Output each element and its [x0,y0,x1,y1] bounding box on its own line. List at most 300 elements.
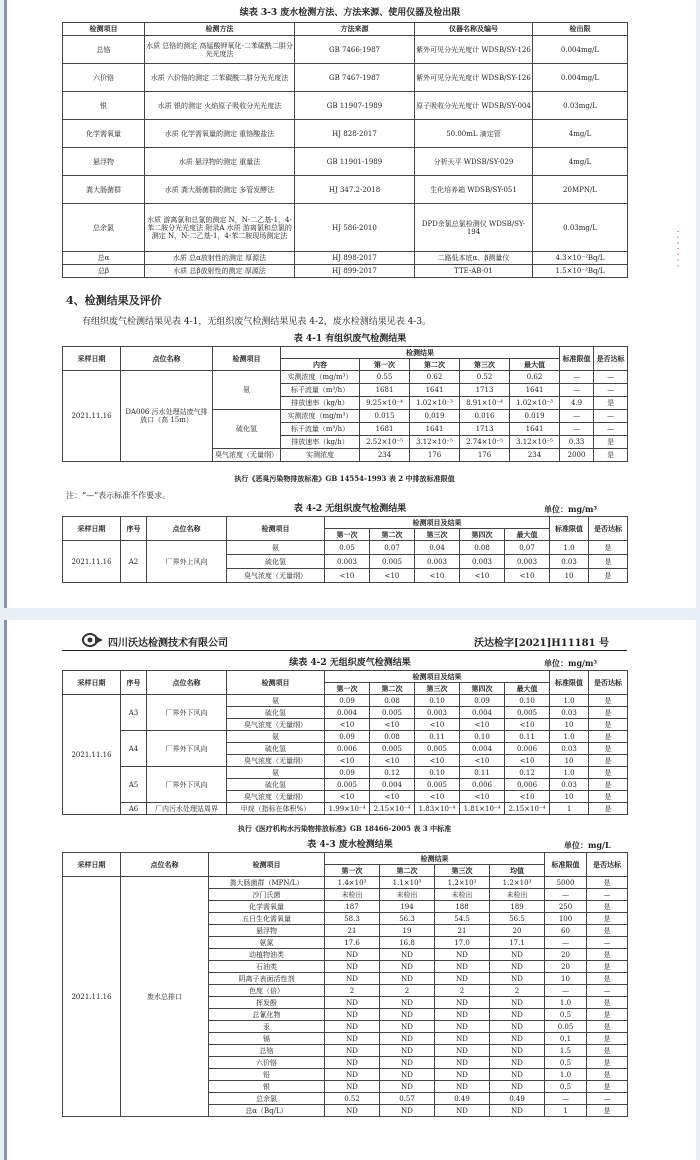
site-name: DA006 污水处理站废气排放口（高 15m） [121,371,213,462]
table-cell: 是 [587,1045,628,1057]
table-4-3 [62,852,628,1117]
table-cell: — [560,410,594,423]
table-cell: 0.57 [380,1093,435,1105]
table-cell: 0.08 [370,731,415,743]
table-cell: 是 [587,949,628,961]
table-cell: 1.0 [550,695,589,707]
table-cell: 悬浮物 [63,148,145,176]
table-cell: 21 [435,925,490,937]
page-edge [4,620,7,1160]
col-item: 检测项目 [227,517,325,541]
sub-3: 第三次 [460,359,510,371]
table-cell: 氨 [227,541,325,555]
table-cell: 是 [587,877,628,889]
table-cell: 是 [587,1057,628,1069]
table-cell: 20 [545,949,587,961]
table-cell: 悬浮物 [209,925,325,937]
table-cell: ND [435,1069,490,1081]
table-cell: 0.004 [325,707,370,719]
table-cell: ND [325,997,380,1009]
table-cell: ND [435,1081,490,1093]
table-cell: 0.03 [550,707,589,719]
table-cell: 硫化氢 [227,555,325,569]
table-cell: 0.005 [325,779,370,791]
table-cell: 17.6 [325,937,380,949]
table-cell: 是 [594,449,628,462]
table-cell: <10 [460,569,505,583]
table-cell: <10 [505,791,550,803]
table-cell: 0.52 [325,1093,380,1105]
table-cell: GB 11901-1989 [295,148,415,176]
point-number: A6 [121,803,147,815]
table-cell: 0.09 [460,695,505,707]
sub-header-cell: 第四次 [460,529,505,541]
table-cell: 0.05 [325,541,370,555]
site-name: 厂界外下风向 [147,731,227,767]
sub-header-cell: 均值 [490,865,545,877]
table-cell: 234 [360,449,410,462]
table-cell: <10 [505,719,550,731]
sub-header-cell: 第一次 [325,683,370,695]
table-cell: 1.1×10³ [380,877,435,889]
section-4-intro: 有组织废气检测结果见表 4-1，无组织废气检测结果见表 4-2，废水检测结果见表 4-3。 [82,317,432,327]
table-4-2c-unit: 单位：mg/m³ [544,658,597,668]
table-cell: 水质 游离氯和总氯的测定 N，N-二乙基-1，4-苯二胺分光光度法 附录A 水质 游离氯和总氯的测定 N，N-二乙基-1，4-苯二胺现场测定法 [145,204,295,252]
table-cell: ND [435,961,490,973]
table-cell: 六价铬 [63,64,145,92]
sub-header-cell: 最大值 [505,683,550,695]
sub-header-cell: 第三次 [415,529,460,541]
table-cell: 0.62 [410,371,460,384]
table-cell: ND [380,1045,435,1057]
table-cell: 0.019 [510,410,560,423]
col-pass: 是否达标 [589,517,628,541]
table-cell: 实测浓度（mg/m³） [281,371,360,384]
table-cell: 五日生化需氧量 [209,913,325,925]
table-cell: 2 [325,985,380,997]
table-cell: GB 11907-1989 [295,92,415,120]
table-cell: GB 7466-1987 [295,36,415,64]
table-cell: 1.81×10⁻⁴ [460,803,505,815]
table-cell: 0.10 [415,767,460,779]
table-cell: 3.12×10⁻⁵ [510,436,560,449]
sub-header-cell: 第一次 [325,865,380,877]
table-cell: ND [325,961,380,973]
report-page-2 [4,620,696,1160]
table-cell: — [545,1093,587,1105]
table-cell: 1.0 [550,767,589,779]
table-cell: 总铬 [63,36,145,64]
sub-max: 最大值 [510,359,560,371]
table-cell: 0.005 [370,743,415,755]
table-cell: <10 [460,791,505,803]
col-site: 点位名称 [147,517,227,541]
point-number: A2 [121,541,147,583]
table-cell: 总余氯 [63,204,145,252]
table-row [63,371,628,384]
company-name: 四川沃达检测技术有限公司 [108,638,228,649]
table-cell: <10 [325,569,370,583]
table-cell: ND [380,1021,435,1033]
table-cell: <10 [370,719,415,731]
col-limit: 标准限值 [560,347,594,371]
table-cell: 20 [545,961,587,973]
site-name: 厂界外下风向 [147,695,227,731]
table-cell: 水质 总β放射性的测定 厚源法 [145,265,295,278]
report-number: 沃达检字[2021]H11181 号 [474,638,610,649]
table-cell: HJ 898-2017 [295,252,415,265]
table-cell: 10 [550,791,589,803]
table-cell: 0.10 [505,695,550,707]
table-cell: 1681 [360,384,410,397]
table-cell: 2000 [560,449,594,462]
table-4-1 [62,346,628,462]
table-row [63,204,628,252]
table-cell: 0.006 [460,779,505,791]
table-cell: 实测浓度（mg/m³） [281,410,360,423]
table-cell: 是 [589,779,628,791]
sub-header-cell: 第三次 [415,683,460,695]
table-cell: 是 [587,1021,628,1033]
table-cell: ND [490,1021,545,1033]
table-cell: ND [380,1057,435,1069]
table-cell: 0.03mg/L [533,204,628,252]
table-cell: ND [380,961,435,973]
table-cell: 0.005 [505,707,550,719]
table-cell: 2 [380,985,435,997]
table-cell: — [560,384,594,397]
col-pass: 是否达标 [594,347,628,371]
table-cell: 挥发酚 [209,997,325,1009]
table-cell: 250 [545,901,587,913]
table-cell: — [587,889,628,901]
table-cell: 是 [587,913,628,925]
table-cell: 0.019 [410,410,460,423]
table-cell: 0.05 [545,1021,587,1033]
table-cell: 标干流量（m³/h） [281,423,360,436]
site-name: 厂界外上风向 [147,541,227,583]
table-cell: 水质 粪大肠菌群的测定 多管发酵法 [145,176,295,204]
table-cell: 50.00mL 滴定管 [415,120,533,148]
table-cell: 21 [325,925,380,937]
point-number: A4 [121,731,147,767]
table-cell: 1.0 [550,731,589,743]
table-cell: 紫外可见分光光度计 WDSB/SY-126 [415,36,533,64]
company-logo-icon [82,632,104,646]
table-cell: 是 [589,767,628,779]
col-results: 检测项目及结果 [325,517,550,529]
table-4-1-exec: 执行《恶臭污染物排放标准》GB 14554-1993 表 2 中排放标准限值 [234,474,455,483]
header-cell: 检测项目 [63,23,145,36]
table-row [63,252,628,265]
table-4-2-unit: 单位：mg/m³ [544,504,597,514]
table-cell: 水质 悬浮物的测定 重量法 [145,148,295,176]
table-cell: <10 [415,569,460,583]
table-cell: ND [435,949,490,961]
table-cell: 0.11 [505,731,550,743]
table-cell: 未检出 [325,889,380,901]
table-cell: 0.04 [415,541,460,555]
table-cell: — [587,985,628,997]
header-cell: 仪器名称及编号 [415,23,533,36]
table-cell: 0.03mg/L [533,92,628,120]
table-cell: 粪大肠菌群 [63,176,145,204]
table-cell: 阴离子表面活性剂 [209,973,325,985]
table-cell: 是 [587,1081,628,1093]
table-cell: 总铬 [209,1045,325,1057]
table-cell: 9.25×10⁻⁴ [360,397,410,410]
table-cell: ND [325,1081,380,1093]
table-cell: 1.4×10³ [325,877,380,889]
point-number: A5 [121,767,147,803]
table-cell: ND [490,1033,545,1045]
point-number: A3 [121,695,147,731]
table-cell: ND [490,1009,545,1021]
col-limit: 标准限值 [545,853,587,877]
table-row [63,731,628,743]
table-cell: ND [490,1045,545,1057]
table-cell: <10 [370,791,415,803]
table-cell: 0.55 [360,371,410,384]
table-cell: ND [380,1069,435,1081]
table-cell: ND [325,1045,380,1057]
table-cell: 0.09 [325,731,370,743]
table-cell: 甲烷（指标在体积%） [227,803,325,815]
table-4-3-caption: 表 4-3 废水检测结果 [307,840,393,850]
table-cell: 1.83×10⁻⁴ [415,803,460,815]
table-cell: 是 [587,1009,628,1021]
table-cell: 20MPN/L [533,176,628,204]
table-cell: 是 [587,961,628,973]
table-cell: 0.003 [460,555,505,569]
table-cell: 六价铬 [209,1057,325,1069]
table-cell: 2 [435,985,490,997]
sub-2: 第二次 [410,359,460,371]
table-cell: 10 [550,569,589,583]
table-cell: 0.49 [435,1093,490,1105]
table-cell: 二路低本底α、β测量仪 [415,252,533,265]
table-cell: HJ 586-2010 [295,204,415,252]
table-cell: 粪大肠菌群（MPN/L） [209,877,325,889]
table-cell: ND [490,961,545,973]
table-cell: — [587,1093,628,1105]
table-cell: 20 [490,925,545,937]
col-limit: 标准限值 [550,671,589,695]
table-cell: ND [435,1057,490,1069]
table-cell: 0.003 [415,707,460,719]
table-cell: 排放速率（kg/h） [281,397,360,410]
table-cell: ND [325,1069,380,1081]
sample-date: 2021.11.16 [63,371,121,462]
table-cell: 标干流量（m³/h） [281,384,360,397]
table-cell: 1641 [510,423,560,436]
table-cell: 0.016 [460,410,510,423]
table-cell: 188 [435,901,490,913]
table-cell: 未检出 [380,889,435,901]
table-cell: 2.52×10⁻⁵ [360,436,410,449]
sub-1: 第一次 [360,359,410,371]
table-cell: 19 [380,925,435,937]
col-date: 采样日期 [63,517,121,541]
table-cell: <10 [505,755,550,767]
table-row [63,120,628,148]
table-cell: ND [435,1021,490,1033]
col-site: 点位名称 [121,853,209,877]
table-cell: 0.5 [545,1081,587,1093]
sub-header-cell: 第二次 [370,529,415,541]
table-cell: 0.005 [415,779,460,791]
table-cell: 54.5 [435,913,490,925]
col-date: 采样日期 [63,347,121,371]
table-cell: <10 [505,569,550,583]
table-cell: 0.1 [545,1033,587,1045]
table-cell: 化学需氧量 [209,901,325,913]
table-cell: 色度（倍） [209,985,325,997]
table-cell: 紫外可见分光光度计 WDSB/SY-126 [415,64,533,92]
table-cell: — [545,937,587,949]
table-cell: 0.11 [415,731,460,743]
table-cell: 0.5 [545,1009,587,1021]
table-cell: 生化培养箱 WDSB/SY-051 [415,176,533,204]
table-cell: ND [325,973,380,985]
table-cell: 100 [545,913,587,925]
table-cell: 是 [589,791,628,803]
table-row [63,541,628,555]
table-cell: 水质 六价铬的测定 二苯碳酰二肼分光光度法 [145,64,295,92]
table-cell: ND [380,973,435,985]
table-cell: HJ 899-2017 [295,265,415,278]
table-cell: 臭气浓度（无量纲） [227,755,325,767]
table-cell: HJ 347.2-2018 [295,176,415,204]
table-cell: 是 [589,569,628,583]
table-cell: 0.005 [415,743,460,755]
table-4-2-continued [62,670,628,815]
table-cell: ND [325,1033,380,1045]
table-cell: 2 [490,985,545,997]
table-3-3-caption: 续表 3-3 废水检测方法、方法来源、使用仪器及检出限 [239,8,461,18]
table-cell: 0.52 [460,371,510,384]
table-cell: 17.1 [490,937,545,949]
table-cell: 2.15×10⁻⁴ [370,803,415,815]
table-row [63,877,628,889]
table-cell: 银 [63,92,145,120]
table-cell: 硫化氢 [227,743,325,755]
table-cell: 0.005 [370,707,415,719]
table-cell: 0.015 [360,410,410,423]
table-cell: 17.0 [435,937,490,949]
col-site: 点位名称 [147,671,227,695]
sample-date: 2021.11.16 [63,541,121,583]
table-cell: 水质 总α放射性的测定 厚源法 [145,252,295,265]
col-results: 检测结果 [281,347,560,359]
table-cell: 194 [380,901,435,913]
table-cell: ND [490,1057,545,1069]
table-cell: 是 [587,1105,628,1117]
table-cell: DPD余氯总氯检测仪 WDSB/SY-194 [415,204,533,252]
table-cell: 镉 [209,1033,325,1045]
table-cell: 1.99×10⁻⁴ [325,803,370,815]
table-cell: 动植物油类 [209,949,325,961]
table-cell: 0.004 [460,743,505,755]
table-cell: 4mg/L [533,120,628,148]
table-cell: ND [490,1069,545,1081]
table-4-3-unit: 单位：mg/L [564,840,611,850]
table-cell: 臭气浓度（无量纲） [213,449,281,462]
table-cell: ND [380,1033,435,1045]
table-cell: 未检出 [490,889,545,901]
table-cell: ND [435,973,490,985]
table-cell: ND [435,1009,490,1021]
table-cell: <10 [370,569,415,583]
table-cell: 是 [587,925,628,937]
table-cell: 是 [587,997,628,1009]
table-cell: 1713 [460,384,510,397]
table-cell: 1.02×10⁻³ [510,397,560,410]
table-cell: ND [380,1009,435,1021]
table-cell: 0.004mg/L [533,64,628,92]
table-cell: <10 [325,755,370,767]
table-cell: 0.07 [505,541,550,555]
table-cell: 汞 [209,1021,325,1033]
handwritten-note: · · · · · · · [672,230,682,268]
col-pass: 是否达标 [587,853,628,877]
sub-header-cell: 第四次 [460,683,505,695]
header-cell: 方法来源 [295,23,415,36]
table-cell: ND [490,997,545,1009]
table-cell: GB 7467-1987 [295,64,415,92]
table-cell: 臭气浓度（无量纲） [227,791,325,803]
table-cell: 水质 银的测定 火焰原子吸收分光光度法 [145,92,295,120]
sample-date: 2021.11.16 [63,695,121,815]
table-cell: 0.07 [370,541,415,555]
table-cell: ND [325,1009,380,1021]
table-cell: <10 [370,755,415,767]
header-rule [62,650,627,651]
col-site: 点位名称 [121,347,213,371]
table-cell: — [594,410,628,423]
table-cell: 银 [209,1081,325,1093]
table-cell: 石油类 [209,961,325,973]
table-cell: 水质 化学需氧量的测定 重铬酸盐法 [145,120,295,148]
table-cell: <10 [460,755,505,767]
table-row [63,767,628,779]
sub-header-cell: 最大值 [505,529,550,541]
table-cell: 1713 [460,423,510,436]
table-cell: 水质 总铬的测定 高锰酸钾氧化-二苯碳酰二肼分光光度法 [145,36,295,64]
col-no: 序号 [121,671,147,695]
table-cell: 铅 [209,1069,325,1081]
table-cell: 189 [490,901,545,913]
table-cell: ND [325,949,380,961]
table-cell: 0.10 [460,731,505,743]
table-cell: 2.74×10⁻⁵ [460,436,510,449]
col-item: 检测项目 [227,671,325,695]
table-cell: 沙门氏菌 [209,889,325,901]
col-limit: 标准限值 [550,517,589,541]
table-row [63,803,628,815]
page-edge [4,0,7,608]
table-cell: 总余氯 [209,1093,325,1105]
table-cell: — [587,937,628,949]
header-cell: 检出限 [533,23,628,36]
table-cell: ND [490,973,545,985]
col-pass: 是否达标 [589,671,628,695]
table-cell: 0.003 [325,555,370,569]
table-cell: 0.11 [460,767,505,779]
sub-header-cell: 第一次 [325,529,370,541]
table-cell: 1641 [510,384,560,397]
table-cell: 是 [587,973,628,985]
